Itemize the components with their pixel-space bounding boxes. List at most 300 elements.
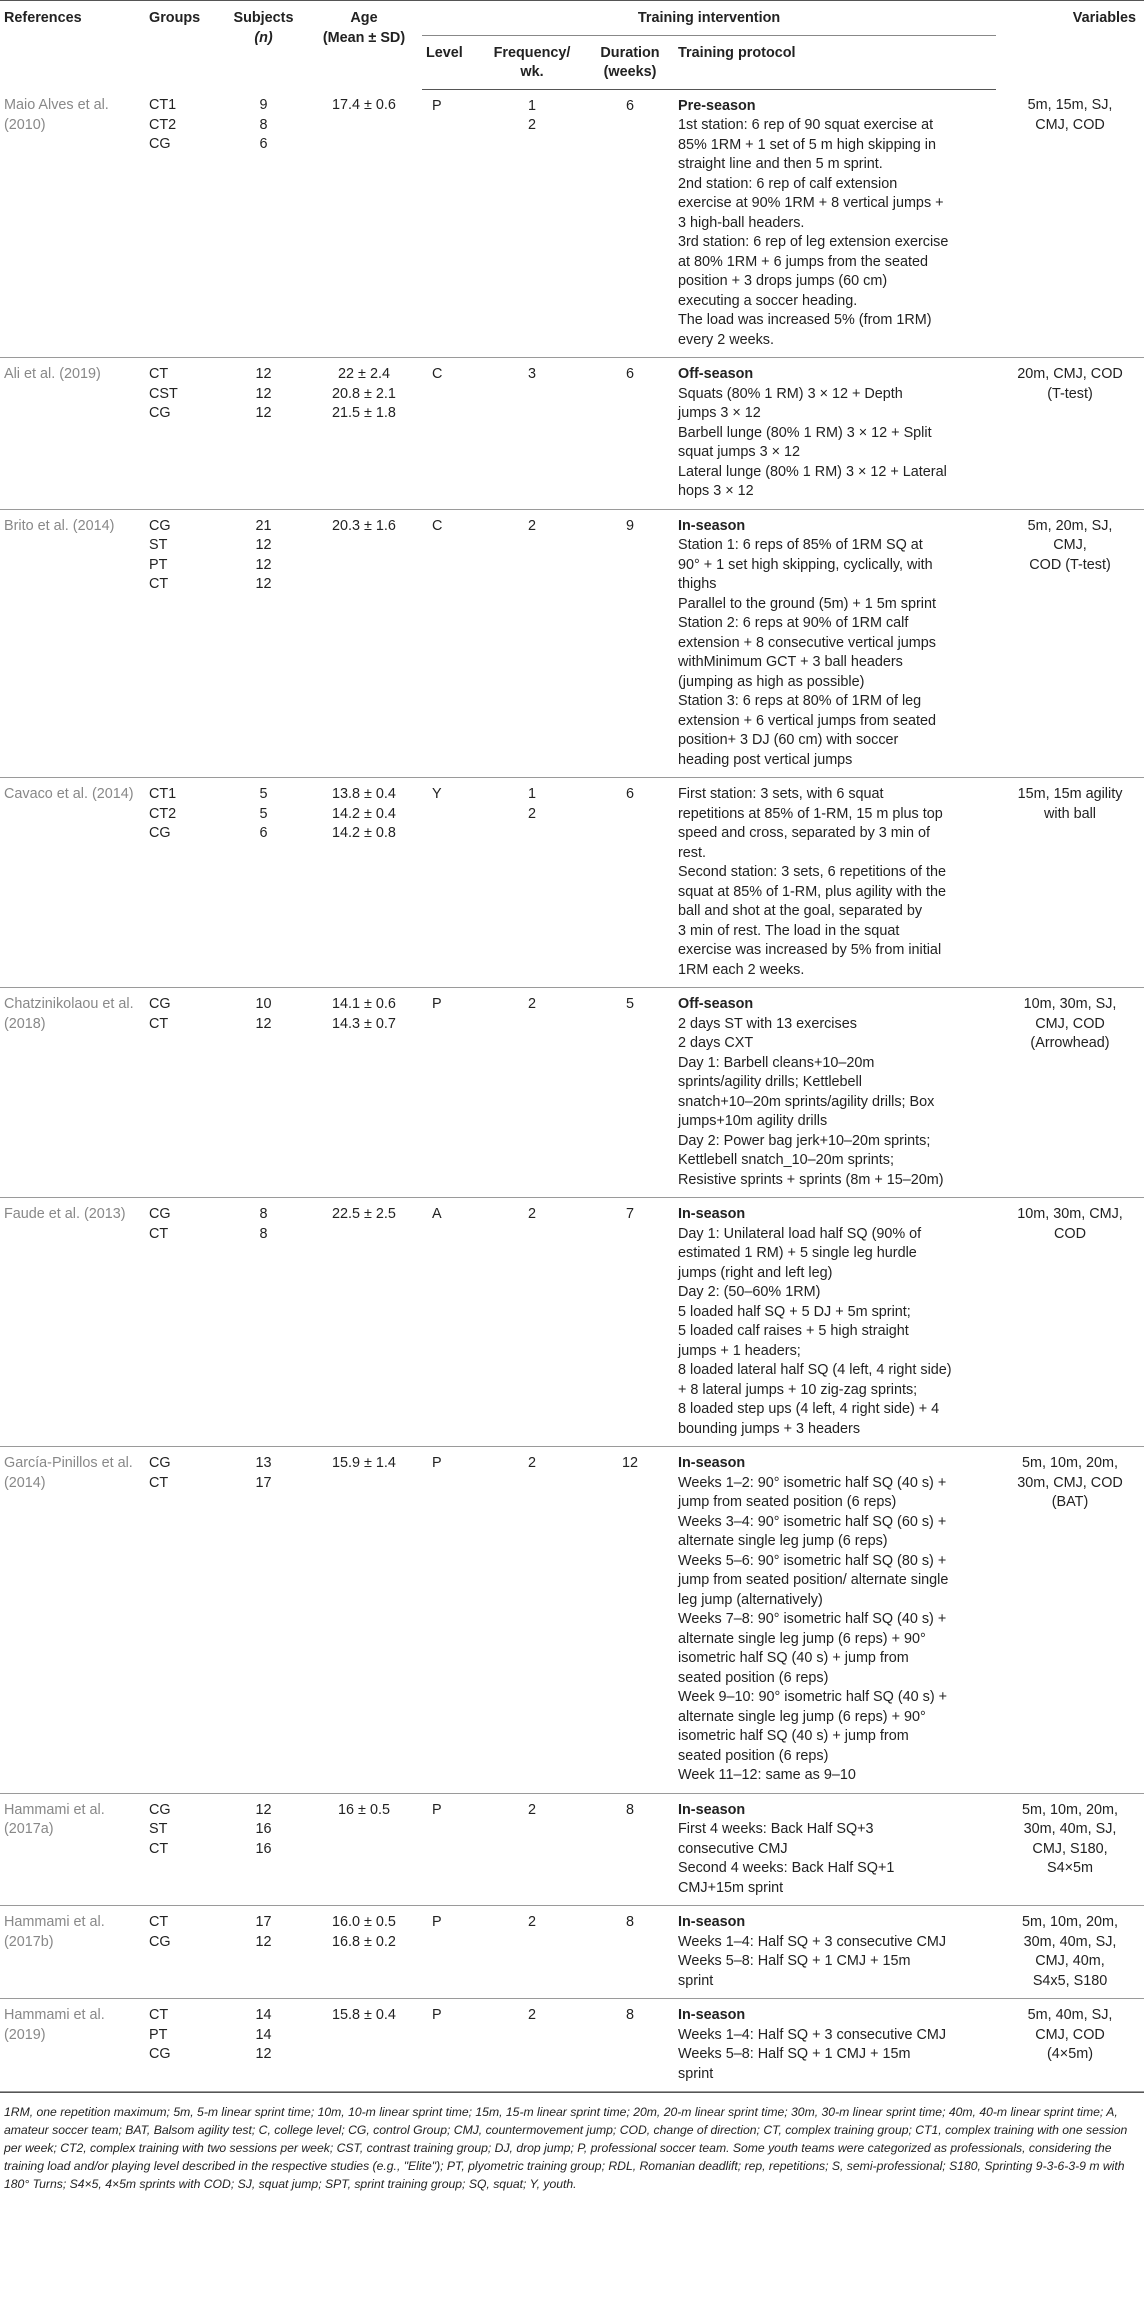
cell-line: (2019) xyxy=(4,2026,46,2043)
cell-line: S4×5m xyxy=(1047,1860,1094,1876)
cell-line: CT2 xyxy=(149,116,177,133)
cell-line: 2nd station: 6 rep of calf extension xyxy=(678,175,898,192)
cell-line: 14 xyxy=(255,2007,272,2023)
cell-line: COD (T-test) xyxy=(1029,556,1111,573)
age-cell xyxy=(306,988,422,1198)
cell-line: 21 xyxy=(255,517,272,534)
cell-line: with ball xyxy=(1044,805,1097,822)
cell-line: Weeks 1–4: Half SQ + 3 consecutive CMJ xyxy=(678,1933,947,1950)
cell-line: CMJ, 40m, xyxy=(1035,1953,1105,1969)
cell-line: Week 9–10: 90° isometric half SQ (40 s) + xyxy=(678,1689,948,1705)
cell-line: Week 11–12: same as 9–10 xyxy=(678,1767,856,1783)
cell-line: squat at 85% of 1-RM, plus agility with the xyxy=(678,883,946,900)
subjects-cell xyxy=(221,778,306,988)
cell-line: Resistive sprints + sprints (8m + 15–20m) xyxy=(678,1171,944,1188)
cell-line: CG xyxy=(149,2046,171,2062)
cell-line: CG xyxy=(149,405,171,421)
cell-line: 30m, 40m, SJ, xyxy=(1023,1821,1117,1837)
cell-line: CT xyxy=(149,1914,169,1930)
variables-cell xyxy=(996,988,1144,1198)
cell-line: 30m, 40m, SJ, xyxy=(1023,1933,1117,1950)
cell-line: Day 1: Barbell cleans+10–20m xyxy=(678,1054,875,1071)
cell-line: 16 xyxy=(255,1821,272,1837)
header-references: References xyxy=(0,1,145,90)
protocol-season: In-season xyxy=(678,517,746,534)
cell-line: 8 loaded step ups (4 left, 4 right side) + 4 xyxy=(678,1401,940,1417)
protocol-cell xyxy=(674,89,996,358)
protocol-cell xyxy=(674,1793,996,1906)
reference-cell xyxy=(0,988,145,1198)
cell-line: 16.0 ± 0.5 xyxy=(332,1914,396,1930)
protocol-season: In-season xyxy=(678,2007,746,2023)
cell-line: Hammami et al. xyxy=(4,1801,105,1818)
cell-line: CG xyxy=(149,996,171,1012)
cell-line: 1st station: 6 rep of 90 squat exercise at xyxy=(678,117,934,133)
cell-line: jump from seated position (6 reps) xyxy=(678,1494,897,1510)
reference-cell xyxy=(0,509,145,778)
age-cell xyxy=(306,358,422,510)
cell-line: extension + 8 consecutive vertical jumps xyxy=(678,634,936,651)
cell-line: Lateral lunge (80% 1 RM) 3 × 12 + Lateral xyxy=(678,463,947,480)
cell-line: CT2 xyxy=(149,805,177,822)
cell-line: jumps 3 × 12 xyxy=(678,405,761,421)
cell-line: estimated 1 RM) + 5 single leg hurdle xyxy=(678,1245,917,1261)
cell-line: 2 days CXT xyxy=(678,1035,754,1051)
cell-line: 16 ± 0.5 xyxy=(338,1801,390,1818)
cell-line: CT xyxy=(149,1474,169,1491)
duration-cell: 6 xyxy=(586,358,674,510)
frequency-cell xyxy=(478,1999,586,2092)
cell-line: CMJ, COD xyxy=(1035,116,1105,133)
cell-line: Second 4 weeks: Back Half SQ+1 xyxy=(678,1860,895,1876)
cell-line: squat jumps 3 × 12 xyxy=(678,444,800,460)
cell-line: Station 2: 6 reps at 90% of 1RM calf xyxy=(678,615,909,631)
cell-line: 2 xyxy=(527,1801,536,1818)
level-cell: Y xyxy=(422,778,478,988)
variables-cell xyxy=(996,1447,1144,1794)
cell-line: Hammami et al. xyxy=(4,2007,105,2023)
cell-line: CG xyxy=(149,136,171,152)
cell-line: 15m, 15m agility xyxy=(1017,786,1123,802)
reference-cell xyxy=(0,89,145,358)
cell-line: 85% 1RM + 1 set of 5 m high skipping in xyxy=(678,136,936,153)
cell-line: Station 1: 6 reps of 85% of 1RM SQ at xyxy=(678,537,923,553)
groups-cell xyxy=(145,1999,221,2092)
cell-line: every 2 weeks. xyxy=(678,331,774,348)
cell-line: alternate single leg jump (6 reps) xyxy=(678,1533,888,1549)
duration-cell: 6 xyxy=(586,778,674,988)
protocol-cell xyxy=(674,1906,996,1999)
cell-line: CT xyxy=(149,2007,169,2023)
protocol-season: In-season xyxy=(678,1455,746,1471)
cell-line: jump from seated position/ alternate single xyxy=(678,1572,949,1588)
cell-line: First station: 3 sets, with 6 squat xyxy=(678,786,884,802)
cell-line: 5m, 10m, 20m, xyxy=(1022,1455,1118,1471)
groups-cell xyxy=(145,1198,221,1447)
cell-line: 5 loaded calf raises + 5 high straight xyxy=(678,1323,909,1339)
variables-cell xyxy=(996,1906,1144,1999)
subjects-cell xyxy=(221,1198,306,1447)
cell-line: 14.1 ± 0.6 xyxy=(332,996,396,1012)
cell-line: CT xyxy=(149,576,169,592)
cell-line: (2017b) xyxy=(4,1933,54,1950)
cell-line: position + 3 drops jumps (60 cm) xyxy=(678,273,888,289)
cell-line: 10m, 30m, SJ, xyxy=(1023,996,1117,1012)
protocol-cell xyxy=(674,1447,996,1794)
table-row xyxy=(0,1906,1144,1999)
reference-cell xyxy=(0,1906,145,1999)
groups-cell xyxy=(145,1906,221,1999)
cell-line: (T-test) xyxy=(1047,385,1093,402)
duration-cell: 8 xyxy=(586,1906,674,1999)
cell-line: 17.4 ± 0.6 xyxy=(332,97,396,113)
cell-line: ST xyxy=(149,537,168,553)
level-cell: C xyxy=(422,509,478,778)
cell-line: + 8 lateral jumps + 10 zig-zag sprints; xyxy=(678,1381,918,1398)
reference-cell xyxy=(0,358,145,510)
cell-line: 2 xyxy=(527,1914,536,1930)
cell-line: 12 xyxy=(255,366,272,382)
cell-line: bounding jumps + 3 headers xyxy=(678,1420,861,1437)
cell-line: CT xyxy=(149,1225,169,1242)
cell-line: hops 3 × 12 xyxy=(678,483,754,499)
cell-line: position+ 3 DJ (60 cm) with soccer xyxy=(678,732,899,748)
cell-line: Weeks 5–8: Half SQ + 1 CMJ + 15m xyxy=(678,1953,911,1969)
cell-line: consecutive CMJ xyxy=(678,1840,788,1857)
cell-line: 8 xyxy=(259,1206,268,1222)
protocol-season: In-season xyxy=(678,1801,746,1818)
cell-line: Ali et al. (2019) xyxy=(4,366,101,382)
reference-cell xyxy=(0,1793,145,1906)
cell-line: Barbell lunge (80% 1 RM) 3 × 12 + Split xyxy=(678,424,932,441)
cell-line: 17 xyxy=(255,1474,272,1491)
cell-line: 16.8 ± 0.2 xyxy=(332,1933,396,1950)
cell-line: 2 xyxy=(527,517,536,534)
frequency-cell xyxy=(478,358,586,510)
variables-cell xyxy=(996,89,1144,358)
cell-line: Brito et al. (2014) xyxy=(4,517,115,534)
cell-line: Kettlebell snatch_10–20m sprints; xyxy=(678,1152,894,1168)
cell-line: PT xyxy=(149,2026,168,2043)
table-row xyxy=(0,1793,1144,1906)
frequency-cell xyxy=(478,1198,586,1447)
duration-cell: 8 xyxy=(586,1999,674,2092)
cell-line: 1 xyxy=(527,97,536,114)
cell-line: Day 2: (50–60% 1RM) xyxy=(678,1284,821,1300)
cell-line: (Arrowhead) xyxy=(1030,1035,1110,1051)
frequency-cell xyxy=(478,509,586,778)
cell-line: Parallel to the ground (5m) + 1 5m sprint xyxy=(678,595,936,612)
cell-line: sprints/agility drills; Kettlebell xyxy=(678,1074,862,1090)
cell-line: thighs xyxy=(678,576,717,592)
table-row xyxy=(0,1999,1144,2092)
cell-line: CMJ, COD xyxy=(1035,2026,1105,2043)
duration-cell: 5 xyxy=(586,988,674,1198)
table-row xyxy=(0,988,1144,1198)
level-cell: P xyxy=(422,988,478,1198)
table-row xyxy=(0,358,1144,510)
age-cell xyxy=(306,89,422,358)
cell-line: speed and cross, separated by 3 min of xyxy=(678,825,930,841)
cell-line: 2 xyxy=(527,2007,536,2023)
cell-line: 22 ± 2.4 xyxy=(338,366,390,382)
cell-line: 10 xyxy=(255,996,272,1012)
table-row xyxy=(0,1198,1144,1447)
groups-cell xyxy=(145,358,221,510)
cell-line: 2 xyxy=(527,805,536,822)
cell-line: CG xyxy=(149,1933,171,1950)
cell-line: 12 xyxy=(255,556,272,573)
protocol-cell xyxy=(674,988,996,1198)
cell-line: 2 xyxy=(527,996,536,1012)
cell-line: 8 loaded lateral half SQ (4 left, 4 right side) xyxy=(678,1362,952,1378)
cell-line: 12 xyxy=(255,537,272,553)
cell-line: 3 xyxy=(527,366,536,382)
cell-line: executing a soccer heading. xyxy=(678,292,858,309)
cell-line: (2010) xyxy=(4,116,46,133)
cell-line: 2 days ST with 13 exercises xyxy=(678,1015,857,1032)
subjects-cell xyxy=(221,1999,306,2092)
variables-cell xyxy=(996,778,1144,988)
duration-cell: 7 xyxy=(586,1198,674,1447)
cell-line: sprint xyxy=(678,1972,714,1989)
cell-line: 8 xyxy=(259,1225,268,1242)
header-age: Age (Mean ± SD) xyxy=(306,1,422,90)
protocol-season: In-season xyxy=(678,1206,746,1222)
cell-line: 5m, 10m, 20m, xyxy=(1022,1801,1118,1818)
cell-line: 14.3 ± 0.7 xyxy=(332,1015,396,1032)
cell-line: CG xyxy=(149,1455,171,1471)
cell-line: First 4 weeks: Back Half SQ+3 xyxy=(678,1821,874,1837)
cell-line: 5 xyxy=(259,786,268,802)
cell-line: CT xyxy=(149,366,169,382)
cell-line: 2 xyxy=(527,117,536,133)
level-cell: P xyxy=(422,1906,478,1999)
cell-line: Weeks 1–4: Half SQ + 3 consecutive CMJ xyxy=(678,2026,947,2043)
cell-line: 30m, CMJ, COD xyxy=(1017,1474,1123,1491)
variables-cell xyxy=(996,1793,1144,1906)
cell-line: 12 xyxy=(255,576,272,592)
cell-line: extension + 6 vertical jumps from seated xyxy=(678,712,936,729)
frequency-cell xyxy=(478,1447,586,1794)
protocol-season: Off-season xyxy=(678,996,754,1012)
protocol-cell xyxy=(674,778,996,988)
cell-line: 2 xyxy=(527,1206,536,1222)
cell-line: jumps (right and left leg) xyxy=(678,1264,833,1281)
cell-line: 14.2 ± 0.8 xyxy=(332,825,396,841)
cell-line: at 80% 1RM + 6 jumps from the seated xyxy=(678,253,928,270)
table-body xyxy=(0,89,1144,2092)
reference-cell xyxy=(0,778,145,988)
table-row xyxy=(0,509,1144,778)
cell-line: Second station: 3 sets, 6 repetitions of the xyxy=(678,864,946,880)
cell-line: Hammami et al. xyxy=(4,1914,105,1930)
protocol-cell xyxy=(674,1198,996,1447)
cell-line: seated position (6 reps) xyxy=(678,1669,829,1686)
header-subjects: Subjects (n) xyxy=(221,1,306,90)
cell-line: leg jump (alternatively) xyxy=(678,1591,823,1608)
cell-line: CST xyxy=(149,385,178,402)
cell-line: 12 xyxy=(255,1015,272,1032)
subjects-cell xyxy=(221,988,306,1198)
cell-line: CMJ, S180, xyxy=(1032,1840,1108,1857)
reference-cell xyxy=(0,1447,145,1794)
subjects-cell xyxy=(221,89,306,358)
cell-line: CT xyxy=(149,1015,169,1032)
cell-line: CG xyxy=(149,825,171,841)
cell-line: PT xyxy=(149,556,168,573)
frequency-cell xyxy=(478,778,586,988)
frequency-cell xyxy=(478,1793,586,1906)
cell-line: withMinimum GCT + 3 ball headers xyxy=(678,654,903,670)
cell-line: jumps + 1 headers; xyxy=(678,1342,801,1359)
cell-line: 21.5 ± 1.8 xyxy=(332,405,396,421)
cell-line: 20m, CMJ, COD xyxy=(1017,366,1123,382)
duration-cell: 9 xyxy=(586,509,674,778)
level-cell: P xyxy=(422,89,478,358)
header-frequency: Frequency/ wk. xyxy=(478,35,586,89)
cell-line: Station 3: 6 reps at 80% of 1RM of leg xyxy=(678,693,922,709)
subjects-cell xyxy=(221,509,306,778)
cell-line: 5 xyxy=(259,805,268,822)
age-cell xyxy=(306,1793,422,1906)
cell-line: rest. xyxy=(678,844,706,861)
cell-line: CT1 xyxy=(149,786,177,802)
cell-line: CT1 xyxy=(149,97,177,113)
cell-line: Weeks 1–2: 90° isometric half SQ (40 s) + xyxy=(678,1474,947,1491)
age-cell xyxy=(306,1906,422,1999)
cell-line: 2 xyxy=(527,1455,536,1471)
cell-line: 16 xyxy=(255,1840,272,1857)
age-cell xyxy=(306,778,422,988)
groups-cell xyxy=(145,988,221,1198)
groups-cell xyxy=(145,509,221,778)
cell-line: 8 xyxy=(259,116,268,133)
duration-cell: 12 xyxy=(586,1447,674,1794)
cell-line: 12 xyxy=(255,385,272,402)
header-protocol: Training protocol xyxy=(674,35,996,89)
variables-cell xyxy=(996,509,1144,778)
cell-line: CMJ, xyxy=(1053,537,1087,553)
protocol-season: In-season xyxy=(678,1914,746,1930)
cell-line: 1 xyxy=(527,786,536,802)
cell-line: Weeks 7–8: 90° isometric half SQ (40 s) + xyxy=(678,1611,947,1627)
reference-cell xyxy=(0,1999,145,2092)
cell-line: repetitions at 85% of 1-RM, 15 m plus top xyxy=(678,805,943,822)
header-variables: Variables xyxy=(996,1,1144,90)
cell-line: 22.5 ± 2.5 xyxy=(332,1206,396,1222)
cell-line: COD xyxy=(1054,1225,1086,1242)
level-cell: P xyxy=(422,1447,478,1794)
cell-line: 1RM each 2 weeks. xyxy=(678,961,805,978)
cell-line: The load was increased 5% (from 1RM) xyxy=(678,312,932,328)
frequency-cell xyxy=(478,89,586,358)
cell-line: Maio Alves et al. xyxy=(4,97,109,113)
header-duration: Duration (weeks) xyxy=(586,35,674,89)
cell-line: CG xyxy=(149,517,171,534)
duration-cell: 8 xyxy=(586,1793,674,1906)
groups-cell xyxy=(145,1447,221,1794)
cell-line: (2014) xyxy=(4,1474,46,1491)
cell-line: 5m, 10m, 20m, xyxy=(1022,1914,1118,1930)
cell-line: 10m, 30m, CMJ, xyxy=(1017,1206,1123,1222)
age-cell xyxy=(306,1999,422,2092)
cell-line: Day 1: Unilateral load half SQ (90% of xyxy=(678,1225,922,1242)
table-row xyxy=(0,1447,1144,1794)
groups-cell xyxy=(145,89,221,358)
subjects-cell xyxy=(221,1447,306,1794)
cell-line: 5m, 40m, SJ, xyxy=(1027,2007,1113,2023)
age-cell xyxy=(306,1198,422,1447)
cell-line: Chatzinikolaou et al. xyxy=(4,996,134,1012)
cell-line: exercise was increased by 5% from initial xyxy=(678,942,942,958)
cell-line: exercise at 90% 1RM + 8 vertical jumps + xyxy=(678,195,944,211)
cell-line: 15.9 ± 1.4 xyxy=(332,1455,396,1471)
cell-line: (2018) xyxy=(4,1015,46,1032)
cell-line: Faude et al. (2013) xyxy=(4,1206,126,1222)
cell-line: 15.8 ± 0.4 xyxy=(332,2007,396,2023)
level-cell: C xyxy=(422,358,478,510)
cell-line: isometric half SQ (40 s) + jump from xyxy=(678,1728,909,1744)
cell-line: 3 high-ball headers. xyxy=(678,214,805,231)
header-training-intervention: Training intervention xyxy=(422,1,996,36)
level-cell: P xyxy=(422,1793,478,1906)
cell-line: alternate single leg jump (6 reps) + 90° xyxy=(678,1708,926,1725)
variables-cell xyxy=(996,358,1144,510)
cell-line: 20.8 ± 2.1 xyxy=(332,385,396,402)
cell-line: 3 min of rest. The load in the squat xyxy=(678,922,900,939)
frequency-cell xyxy=(478,988,586,1198)
cell-line: 14 xyxy=(255,2026,272,2043)
subjects-cell xyxy=(221,1906,306,1999)
table-footnote: 1RM, one repetition maximum; 5m, 5-m linear sprint time; 10m, 10-m linear sprint time; 15m, 15-m linear sprint time; 20m, 20-m linear sprint time; 30m, 30-m linear sprint time; 40m, 40-m linear sprint time; A, amateur soccer team; BAT, Balsom agility test; C, college level; CG, control Group; CMJ, countermovement jump; COD, change of direction; CT, complex training group; CT1, complex training with one session per week; CT2, complex training with two sessions per week; CST, contrast training group; DJ, drop jump; P, professional soccer team. Some youth teams were categorized as professionals, considering the training load and/or playing level described in the respective studies (e.g., "Elite"); PT, plyometric training group; RDL, Romanian deadlift; rep, repetitions; S, semi-professional; S180, Sprinting 9-3-6-3-9 m with 180° Turns; S4×5, 4×5m sprints with COD; SJ, squat jump; SPT, sprint training group; SQ, squat; Y, youth. xyxy=(0,2092,1144,2197)
cell-line: 20.3 ± 1.6 xyxy=(332,517,396,534)
protocol-season: Off-season xyxy=(678,366,754,382)
groups-cell xyxy=(145,1793,221,1906)
cell-line: CMJ+15m sprint xyxy=(678,1879,784,1896)
cell-line: (4×5m) xyxy=(1047,2046,1093,2062)
subjects-cell xyxy=(221,1793,306,1906)
protocol-season: Pre-season xyxy=(678,97,756,114)
cell-line: snatch+10–20m sprints/agility drills; Box xyxy=(678,1093,935,1110)
cell-line: CG xyxy=(149,1801,171,1818)
cell-line: jumps+10m agility drills xyxy=(678,1113,828,1129)
cell-line: alternate single leg jump (6 reps) + 90° xyxy=(678,1630,926,1647)
cell-line: 12 xyxy=(255,1933,272,1950)
table-row xyxy=(0,778,1144,988)
duration-cell: 6 xyxy=(586,89,674,358)
cell-line: 13 xyxy=(255,1455,272,1471)
cell-line: 12 xyxy=(255,405,272,421)
cell-line: (BAT) xyxy=(1051,1494,1089,1510)
cell-line: 5 loaded half SQ + 5 DJ + 5m sprint; xyxy=(678,1303,911,1320)
protocol-cell xyxy=(674,509,996,778)
cell-line: ball and shot at the goal, separated by xyxy=(678,903,923,919)
cell-line: ST xyxy=(149,1821,168,1837)
protocol-cell xyxy=(674,1999,996,2092)
cell-line: seated position (6 reps) xyxy=(678,1747,829,1764)
cell-line: 6 xyxy=(259,825,268,841)
cell-line: heading post vertical jumps xyxy=(678,751,853,768)
cell-line: 9 xyxy=(259,97,268,113)
cell-line: 3rd station: 6 rep of leg extension exercise xyxy=(678,234,949,250)
age-cell xyxy=(306,1447,422,1794)
protocol-cell xyxy=(674,358,996,510)
cell-line: Weeks 5–6: 90° isometric half SQ (80 s) + xyxy=(678,1552,947,1569)
cell-line: straight line and then 5 m sprint. xyxy=(678,156,883,172)
header-groups: Groups xyxy=(145,1,221,90)
variables-cell xyxy=(996,1198,1144,1447)
